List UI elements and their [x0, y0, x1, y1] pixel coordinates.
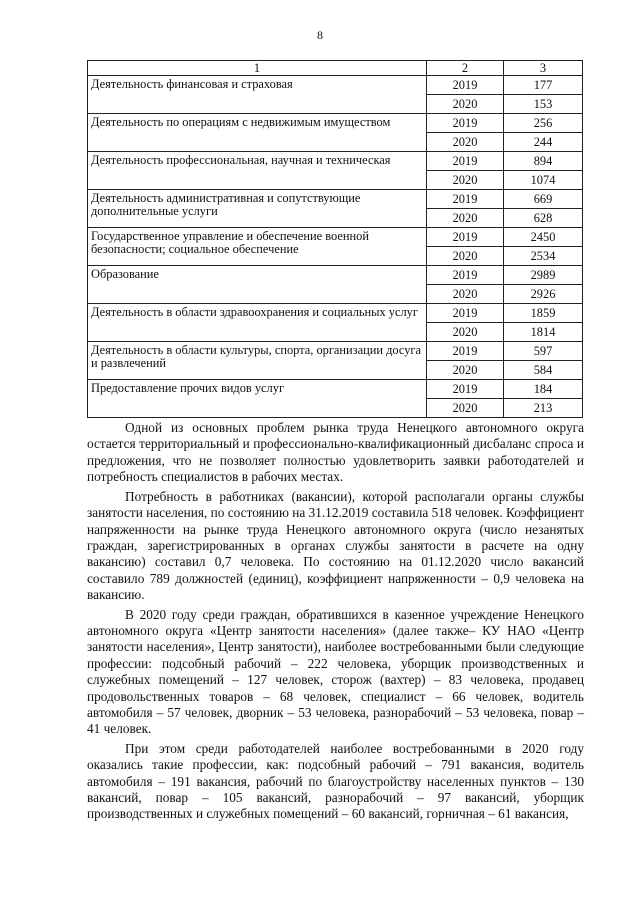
year-cell: 2020 — [427, 285, 504, 304]
activity-name-cell: Деятельность по операциям с недвижимым имуществом — [88, 114, 427, 152]
table-row — [88, 266, 583, 285]
value-cell: 1859 — [504, 304, 583, 323]
value-cell: 2989 — [504, 266, 583, 285]
value-cell: 894 — [504, 152, 583, 171]
value-cell: 597 — [504, 342, 583, 361]
data-table — [87, 60, 583, 418]
table-row — [88, 380, 583, 399]
table-row — [88, 152, 583, 171]
activity-name-cell: Деятельность в области здравоохранения и социальных услуг — [88, 304, 427, 342]
table-header-row — [88, 61, 583, 76]
table-row — [88, 190, 583, 209]
table-row — [88, 228, 583, 247]
table-row — [88, 76, 583, 95]
year-cell: 2020 — [427, 133, 504, 152]
year-cell: 2020 — [427, 95, 504, 114]
header-cell: 3 — [504, 61, 583, 76]
header-cell: 2 — [427, 61, 504, 76]
year-cell: 2020 — [427, 399, 504, 418]
value-cell: 1074 — [504, 171, 583, 190]
activity-name-cell: Образование — [88, 266, 427, 304]
activity-name-cell: Деятельность административная и сопутствующие дополнительные услуги — [88, 190, 427, 228]
header-cell: 1 — [88, 61, 427, 76]
year-cell: 2019 — [427, 228, 504, 247]
value-cell: 1814 — [504, 323, 583, 342]
year-cell: 2019 — [427, 152, 504, 171]
activity-name-cell: Деятельность в области культуры, спорта, организации досуга и развлечений — [88, 342, 427, 380]
year-cell: 2019 — [427, 266, 504, 285]
year-cell: 2019 — [427, 342, 504, 361]
year-cell: 2019 — [427, 114, 504, 133]
activity-name-cell: Предоставление прочих видов услуг — [88, 380, 427, 418]
value-cell: 669 — [504, 190, 583, 209]
value-cell: 177 — [504, 76, 583, 95]
value-cell: 584 — [504, 361, 583, 380]
year-cell: 2020 — [427, 247, 504, 266]
activity-name-cell: Государственное управление и обеспечение военной безопасности; социальное обеспечение — [88, 228, 427, 266]
paragraph: При этом среди работодателей наиболее востребованными в 2020 году оказались такие профессии, как: подсобный рабочий – 791 вакансия, водитель автомобиля – 191 вакансия, рабочий по благоустройству населенных пунктов – 130 вакансий, повар – 105 вакансий, разнорабочий – 97 вакансий, уборщик производственных и служебных помещений – 60 вакансий, горничная – 61 вакансия, — [87, 741, 584, 822]
activity-name-cell: Деятельность профессиональная, научная и техническая — [88, 152, 427, 190]
value-cell: 244 — [504, 133, 583, 152]
year-cell: 2020 — [427, 171, 504, 190]
page-number: 8 — [317, 28, 323, 42]
body-text — [87, 420, 584, 826]
value-cell: 256 — [504, 114, 583, 133]
year-cell: 2020 — [427, 209, 504, 228]
year-cell: 2019 — [427, 380, 504, 399]
value-cell: 628 — [504, 209, 583, 228]
value-cell: 153 — [504, 95, 583, 114]
table-row — [88, 342, 583, 361]
table-row — [88, 304, 583, 323]
paragraph: В 2020 году среди граждан, обратившихся в казенное учреждение Ненецкого автономного округа «Центр занятости населения» (далее также– КУ НАО «Центр занятости населения», Центр занятости), наиболее востребованными были следующие профессии: подсобный рабочий – 222 человека, уборщик производственных и служебных помещений – 127 человек, сторож (вахтер) – 83 человека, продавец продовольственных товаров – 68 человек, специалист – 66 человек, водитель автомобиля – 57 человек, дворник – 53 человека, разнорабочий – 53 человека, повар – 41 человек. — [87, 606, 584, 737]
value-cell: 213 — [504, 399, 583, 418]
year-cell: 2019 — [427, 304, 504, 323]
year-cell: 2019 — [427, 76, 504, 95]
paragraph: Одной из основных проблем рынка труда Ненецкого автономного округа остается территориальный и профессионально-квалификационный дисбаланс спроса и предложения, что не позволяет полностью удовлетворить заявки работодателей и потребность специалистов в рабочих местах. — [87, 420, 584, 485]
year-cell: 2020 — [427, 323, 504, 342]
value-cell: 2534 — [504, 247, 583, 266]
year-cell: 2019 — [427, 190, 504, 209]
value-cell: 184 — [504, 380, 583, 399]
value-cell: 2450 — [504, 228, 583, 247]
activity-name-cell: Деятельность финансовая и страховая — [88, 76, 427, 114]
table-row — [88, 114, 583, 133]
value-cell: 2926 — [504, 285, 583, 304]
year-cell: 2020 — [427, 361, 504, 380]
paragraph: Потребность в работниках (вакансии), которой располагали органы службы занятости населения, по состоянию на 31.12.2019 составила 518 человек. Коэффициент напряженности на рынке труда Ненецкого автономного округа (число незанятых граждан, зарегистрированных в органах службы занятости в расчете на одну вакансию) составил 0,7 человека. По состоянию на 01.12.2020 число вакансий составило 789 должностей (единиц), коэффициент напряженности – 0,9 человека на вакансию. — [87, 488, 584, 602]
